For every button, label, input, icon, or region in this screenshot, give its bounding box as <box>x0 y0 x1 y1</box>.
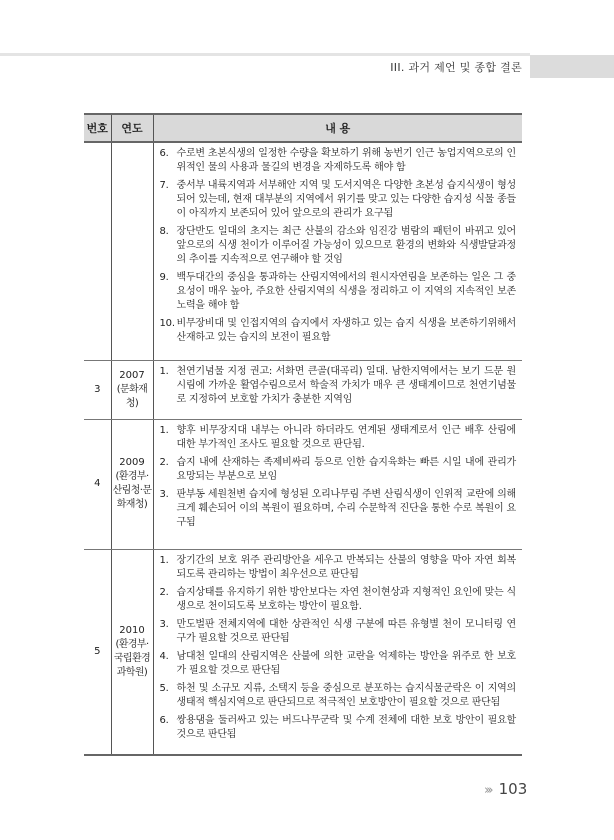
content-item <box>160 179 517 221</box>
content-item <box>160 456 517 484</box>
item-text: 중서부 내륙지역과 서부해안 지역 및 도서지역은 다양한 초본성 습지식생이 형성되어 있는데, 현재 대부분의 지역에서 위기를 맞고 있는 다양한 습지성 식물 종들이 아직까지 보존되어 있어 앞으로의 관리가 요구됨 <box>176 180 516 219</box>
table-row <box>84 360 522 419</box>
item-text: 판부동 세원천변 습지에 형성된 오리나무림 주변 산림식생이 인위적 교란에 의해 크게 훼손되어 이의 복원이 필요하며, 수리 수문학적 진단을 통한 수로 복원이 요구됨 <box>176 488 516 528</box>
content-item <box>160 554 517 582</box>
row-year-cell <box>111 142 153 360</box>
item-text: 천연기념물 지정 권고: 서화면 큰골(대곡리) 일대. 남한지역에서는 보기 드문 원시림에 가까운 활엽수림으로서 학술적 가치가 매우 큰 생태계이므로 천연기념물로 지정하여 보호할 가치가 충분한 지역임 <box>176 365 516 405</box>
item-text: 장단반도 일대의 초지는 최근 산불의 감소와 임진강 범람의 패턴이 바뀌고 있어 앞으로의 식생 천이가 이루어질 가능성이 있으므로 환경의 변화와 식생발달과정의 추이를 지속적으로 연구해야 할 것임 <box>176 226 516 265</box>
content-item <box>160 365 517 407</box>
table-row <box>84 549 522 755</box>
column-header-content: 내 용 <box>153 114 522 142</box>
item-number: 1. <box>159 365 169 377</box>
content-item <box>160 586 517 614</box>
row-agency: (환경부·국립환경과학원) <box>113 638 151 678</box>
table-row <box>84 419 522 549</box>
item-text: 수로변 초본식생의 일정한 수량을 확보하기 위해 농번기 인근 농업지역으로의 인위적인 물의 사용과 물길의 변경을 자제하도록 해야 함 <box>176 148 516 173</box>
content-item <box>160 714 517 742</box>
item-number: 10. <box>159 318 175 329</box>
item-text: 남대천 일대의 산림지역은 산불에 의한 교란을 억제하는 방안을 위주로 한 보호가 필요할 것으로 판단됨 <box>176 650 516 676</box>
item-number: 8. <box>159 226 169 237</box>
item-number: 6. <box>159 148 169 159</box>
item-number: 4. <box>159 650 169 662</box>
content-item <box>160 488 517 530</box>
row-content <box>153 360 522 419</box>
content-item <box>160 147 517 175</box>
item-number: 5. <box>159 682 169 694</box>
content-item <box>160 650 517 678</box>
item-text: 습지 내에 산재하는 족제비싸리 등으로 인한 습지육화는 빠른 시일 내에 관리가 요망되는 부분으로 보임 <box>176 456 516 482</box>
item-number: 2. <box>159 456 169 468</box>
table-row <box>84 142 522 360</box>
content-item <box>160 618 517 646</box>
row-number: 3 <box>84 360 111 419</box>
row-agency: (문화재청) <box>116 383 148 409</box>
row-year: 2009 <box>119 457 145 468</box>
page-footer <box>484 780 527 798</box>
row-content <box>153 419 522 549</box>
row-number: 4 <box>84 419 111 549</box>
item-text: 쌍용댐을 둘러싸고 있는 버드나무군락 및 수계 전체에 대한 보호 방안이 필요할 것으로 판단됨 <box>176 714 516 740</box>
chevrons-icon: ››› <box>484 783 491 798</box>
item-text: 백두대간의 중심을 통과하는 산림지역에서의 원시자연림을 보존하는 일은 그 중요성이 매우 높아, 주요한 산림지역의 식생을 정리하고 이 지역의 지속적인 보존노력을 해야 함 <box>176 272 516 311</box>
item-number: 3. <box>159 488 169 500</box>
item-number: 1. <box>159 554 169 566</box>
item-number: 2. <box>159 586 169 598</box>
recommendations-table <box>84 113 522 756</box>
content-item <box>160 317 517 345</box>
table-header-row <box>84 114 522 142</box>
chapter-title: III. 과거 제언 및 종합 결론 <box>390 61 522 74</box>
item-text: 습지상태를 유지하기 위한 방안보다는 자연 천이현상과 지형적인 요인에 맞는 식생으로 천이되도록 보호하는 방안이 필요함. <box>176 586 516 612</box>
row-year: 2007 <box>119 369 145 381</box>
item-text: 향후 비무장지대 내부는 아니라 하더라도 연계된 생태계로서 인근 배후 산림에 대한 부가적인 조사도 필요할 것으로 판단됨. <box>176 424 516 450</box>
item-text: 비무장비대 및 인접지역의 습지에서 자생하고 있는 습지 식생을 보존하기위해서 산재하고 있는 습지의 보전이 필요함 <box>176 318 516 343</box>
item-text: 장기간의 보호 위주 관리방안을 세우고 반복되는 산불의 영향을 막아 자연 회복되도록 관리하는 방법이 최우선으로 판단됨 <box>176 554 516 580</box>
header-rule <box>0 53 530 56</box>
row-agency: (환경부·산림청·문화재청) <box>112 471 152 510</box>
row-year-cell <box>111 419 153 549</box>
page-number: 103 <box>498 780 528 798</box>
item-number: 9. <box>159 272 169 283</box>
content-item <box>160 225 517 267</box>
item-number: 6. <box>159 714 169 726</box>
column-header-number: 번호 <box>84 114 111 142</box>
row-year-cell <box>111 360 153 419</box>
item-text: 만도벌판 전체지역에 대한 상관적인 식생 구분에 따른 유형별 천이 모니터링 연구가 필요할 것으로 판단됨 <box>176 618 516 644</box>
content-item <box>160 271 517 313</box>
row-year: 2010 <box>119 624 145 636</box>
row-number <box>84 142 111 360</box>
row-number: 5 <box>84 549 111 755</box>
item-text: 하천 및 소규모 지류, 소택지 등을 중심으로 분포하는 습지식물군락은 이 지역의 생태적 핵심지역으로 판단되므로 적극적인 보호방안이 필요할 것으로 판단됨 <box>176 682 516 708</box>
item-number: 3. <box>159 618 169 630</box>
content-item <box>160 682 517 710</box>
item-number: 1. <box>159 424 169 436</box>
row-content <box>153 549 522 755</box>
column-header-year: 연도 <box>111 114 153 142</box>
row-year-cell <box>111 549 153 755</box>
chapter-tab-block <box>530 55 614 78</box>
content-item <box>160 424 517 452</box>
item-number: 7. <box>159 180 169 191</box>
row-content <box>153 142 522 360</box>
